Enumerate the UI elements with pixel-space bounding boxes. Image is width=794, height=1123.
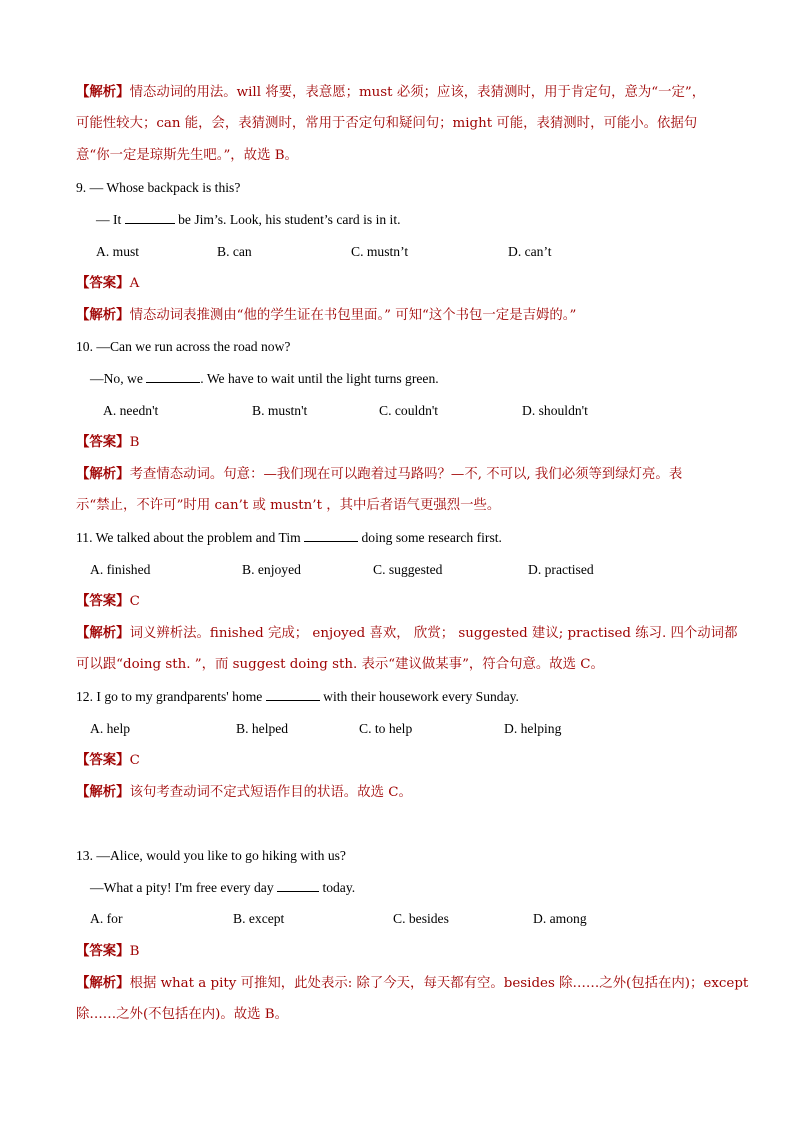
sentence-part: — It: [96, 212, 122, 227]
question-10-answer: [76, 432, 139, 453]
question-9-option-b: B. can: [217, 244, 252, 259]
answer-blank: [266, 688, 320, 701]
sentence-part: doing some research first.: [361, 530, 502, 545]
question-9-option-d: D. can’t: [508, 244, 552, 259]
question-11-analysis-line-1: [76, 623, 737, 644]
answer-value: A: [129, 276, 140, 291]
question-12-stem: [76, 687, 519, 707]
intro-analysis-line-2: 可能性较大；can 能，会，表猜测时，常用于否定句和疑问句；might 可能，表猜测时，可能小。依据句: [76, 116, 698, 131]
sentence-part: with their housework every Sunday.: [323, 689, 519, 704]
sentence-part: . We have to wait until the light turns green.: [200, 371, 439, 386]
question-10-analysis-line-1: [76, 464, 682, 485]
question-9-option-c: C. mustn’t: [351, 244, 409, 259]
analysis-label: 【解析】: [76, 307, 130, 323]
question-11-answer: [76, 591, 140, 612]
question-10-analysis-line-2: 示“禁止，不许可”时用 can’t 或 mustn’t ，其中后者语气更强烈一些。: [76, 498, 501, 513]
answer-blank: [277, 879, 319, 892]
question-10-option-b: B. mustn't: [252, 403, 308, 418]
question-12-option-a: A. help: [90, 721, 131, 736]
sentence-part: —What a pity! I'm free every day: [90, 880, 274, 895]
question-10-sentence: [90, 369, 439, 389]
question-10-option-d: D. shouldn't: [522, 403, 588, 418]
question-13-analysis-line-2: 除……之外(不包括在内)。故选 B。: [76, 1007, 289, 1022]
question-9-stem: 9. — Whose backpack is this?: [76, 180, 241, 195]
question-12-analysis: [76, 782, 412, 803]
analysis-text: 根据 what a pity 可推知，此处表示: 除了今天，每天都有空。besides 除……之外(包括在内)；except: [129, 976, 749, 991]
analysis-text: 情态动词表推测由“他的学生证在书包里面。” 可知“这个书包一定是吉姆的。”: [129, 308, 577, 323]
question-12-answer: [76, 750, 140, 771]
question-13-option-a: A. for: [90, 911, 123, 926]
question-9-option-a: A. must: [96, 244, 140, 259]
question-9-answer: [76, 273, 139, 294]
answer-blank: [304, 529, 358, 542]
sentence-part: 11. We talked about the problem and Tim: [76, 530, 301, 545]
analysis-label: 【解析】: [76, 466, 130, 482]
question-10-option-a: A. needn't: [103, 403, 159, 418]
answer-value: C: [129, 753, 140, 768]
answer-label: 【答案】: [76, 593, 130, 609]
intro-analysis-line-3: 意“你一定是琼斯先生吧。”，故选 B。: [76, 148, 298, 163]
question-13-option-c: C. besides: [393, 911, 449, 926]
sentence-part: —No, we: [90, 371, 143, 386]
question-9-sentence: [96, 210, 401, 230]
question-13-option-b: B. except: [233, 911, 285, 926]
analysis-label: 【解析】: [76, 84, 130, 100]
question-13-stem: 13. —Alice, would you like to go hiking with us?: [76, 848, 346, 863]
question-12-option-d: D. helping: [504, 721, 562, 736]
question-11-option-a: A. finished: [90, 562, 151, 577]
answer-label: 【答案】: [76, 434, 130, 450]
analysis-label: 【解析】: [76, 625, 130, 641]
analysis-text: 该句考查动词不定式短语作目的状语。故选 C。: [129, 785, 412, 800]
analysis-label: 【解析】: [76, 784, 130, 800]
question-13-sentence: [90, 878, 355, 898]
answer-label: 【答案】: [76, 752, 130, 768]
sentence-part: 12. I go to my grandparents' home: [76, 689, 263, 704]
answer-label: 【答案】: [76, 275, 130, 291]
intro-analysis-line-1: [76, 82, 705, 103]
question-11-stem: [76, 528, 502, 548]
analysis-text: 情态动词的用法。will 将要，表意愿；must 必须；应该，表猜测时，用于肯定句，意为“一定”，: [129, 85, 706, 100]
question-9-analysis: [76, 305, 576, 326]
analysis-label: 【解析】: [76, 975, 130, 991]
question-13-option-d: D. among: [533, 911, 587, 926]
question-12-option-b: B. helped: [236, 721, 289, 736]
question-10-stem: 10. —Can we run across the road now?: [76, 339, 291, 354]
question-13-analysis-line-1: [76, 973, 748, 994]
answer-value: B: [129, 944, 140, 959]
question-11-option-c: C. suggested: [373, 562, 443, 577]
analysis-text: 词义辨析法。finished 完成； enjoyed 喜欢， 欣赏； suggested 建议; practised 练习. 四个动词都: [129, 626, 738, 641]
sentence-part: be Jim’s. Look, his student’s card is in it.: [178, 212, 401, 227]
question-12-option-c: C. to help: [359, 721, 413, 736]
answer-blank: [146, 370, 200, 383]
answer-label: 【答案】: [76, 943, 130, 959]
analysis-text: 考查情态动词。句意：—我们现在可以跑着过马路吗？—不, 不可以, 我们必须等到绿灯亮。表: [129, 467, 683, 482]
question-11-option-d: D. practised: [528, 562, 594, 577]
question-11-option-b: B. enjoyed: [242, 562, 301, 577]
question-13-answer: [76, 941, 139, 962]
answer-value: C: [129, 594, 140, 609]
answer-blank: [125, 211, 175, 224]
question-10-option-c: C. couldn't: [379, 403, 439, 418]
question-11-analysis-line-2: 可以跟“doing sth. ”，而 suggest doing sth. 表示“建议做某事”，符合句意。故选 C。: [76, 657, 604, 672]
sentence-part: today.: [322, 880, 356, 895]
answer-value: B: [129, 435, 140, 450]
